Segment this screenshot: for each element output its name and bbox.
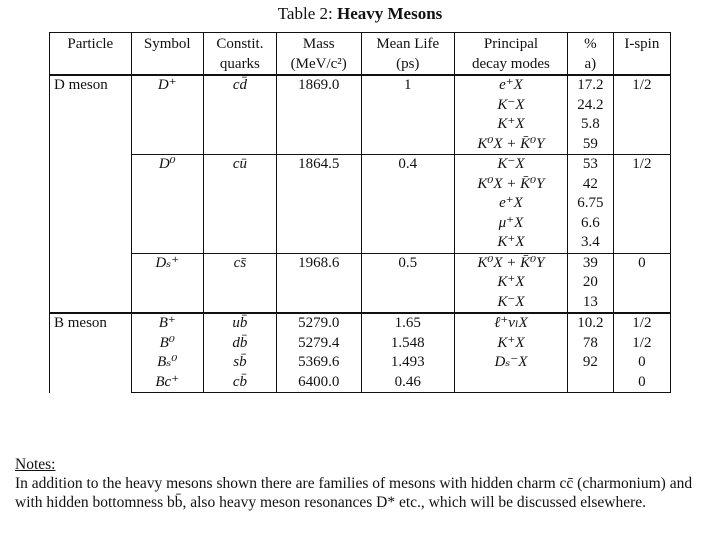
decay-mode-cell: μ⁺X xyxy=(454,214,567,234)
mean-life-cell: 1.493 xyxy=(361,353,454,373)
notes-text: In addition to the heavy mesons shown there are families of mesons with hidden charm cc̄ (charmonium) and with hidden bottomness bb̄, also heavy meson resonances D* etc., which will be discussed elsewhere. xyxy=(15,475,693,511)
ispin-cell: 0 xyxy=(613,253,670,313)
column-header xyxy=(276,33,361,76)
header-line-1: Constit. xyxy=(216,36,264,52)
particle-cell: D meson xyxy=(50,75,132,313)
ispin-cell: 1/2 xyxy=(613,334,670,354)
symbol-cell: B⁰ xyxy=(131,334,203,354)
column-header xyxy=(454,33,567,76)
percent-cell: 59 xyxy=(567,135,613,155)
header-line-2: (MeV/c²) xyxy=(290,56,347,72)
column-header xyxy=(361,33,454,76)
column-header xyxy=(203,33,276,76)
caption-prefix: Table 2: xyxy=(277,4,337,23)
decay-mode-cell: ℓ⁺νₗX xyxy=(454,313,567,334)
ispin-cell: 0 xyxy=(613,373,670,393)
symbol-cell: Bc⁺ xyxy=(131,373,203,393)
mass-cell: 5279.0 xyxy=(276,313,361,334)
column-header xyxy=(613,33,670,76)
header-line-1: I-spin xyxy=(624,36,660,52)
symbol-cell: Dₛ⁺ xyxy=(131,253,203,313)
percent-cell: 17.2 xyxy=(567,75,613,96)
ispin-cell: 1/2 xyxy=(613,75,670,155)
percent-cell: 3.4 xyxy=(567,233,613,253)
decay-mode-cell xyxy=(454,373,567,393)
quarks-cell: cd̄ xyxy=(203,75,276,155)
quarks-cell: cb̄ xyxy=(203,373,276,393)
decay-mode-cell: K⁻X xyxy=(454,155,567,175)
symbol-cell: D⁺ xyxy=(131,75,203,155)
mean-life-cell: 0.46 xyxy=(361,373,454,393)
mean-life-cell: 1.548 xyxy=(361,334,454,354)
decay-mode-cell: K⁺X xyxy=(454,334,567,354)
decay-mode-cell: e⁺X xyxy=(454,194,567,214)
decay-mode-cell: K⁺X xyxy=(454,115,567,135)
mean-life-cell: 1.65 xyxy=(361,313,454,334)
percent-cell: 78 xyxy=(567,334,613,354)
symbol-cell: D⁰ xyxy=(131,155,203,254)
notes-heading: Notes: xyxy=(15,456,56,473)
mass-cell: 1869.0 xyxy=(276,75,361,155)
percent-cell: 10.2 xyxy=(567,313,613,334)
column-header xyxy=(131,33,203,76)
decay-mode-cell: Dₛ⁻X xyxy=(454,353,567,373)
mean-life-cell: 1 xyxy=(361,75,454,155)
table-row xyxy=(50,75,671,96)
table-row xyxy=(50,155,671,175)
mean-life-cell: 0.4 xyxy=(361,155,454,254)
header-line-1: Symbol xyxy=(143,36,191,52)
header-line-2 xyxy=(618,54,666,74)
percent-cell: 6.6 xyxy=(567,214,613,234)
symbol-cell: Bₛ⁰ xyxy=(131,353,203,373)
percent-cell: 24.2 xyxy=(567,96,613,116)
table-row xyxy=(50,373,671,393)
decay-mode-cell: K⁻X xyxy=(454,96,567,116)
decay-mode-cell: K⁰X + K̄⁰Y xyxy=(454,175,567,195)
header-line-1: Mean Life xyxy=(376,36,440,52)
header-line-2: a) xyxy=(584,56,597,72)
table-row xyxy=(50,334,671,354)
decay-mode-cell: K⁺X xyxy=(454,233,567,253)
quarks-cell: cū xyxy=(203,155,276,254)
mean-life-cell: 0.5 xyxy=(361,253,454,313)
quarks-cell: cs̄ xyxy=(203,253,276,313)
ispin-cell: 1/2 xyxy=(613,313,670,334)
quarks-cell: sb̄ xyxy=(203,353,276,373)
mass-cell: 1864.5 xyxy=(276,155,361,254)
percent-cell: 6.75 xyxy=(567,194,613,214)
decay-mode-cell: K⁺X xyxy=(454,273,567,293)
decay-mode-cell: K⁰X + K̄⁰Y xyxy=(454,135,567,155)
mass-cell: 5369.6 xyxy=(276,353,361,373)
heavy-mesons-table xyxy=(49,32,671,393)
table-row xyxy=(50,313,671,334)
particle-cell: B meson xyxy=(50,313,132,393)
header-line-1: % xyxy=(584,36,597,52)
header-line-2: quarks xyxy=(219,56,260,72)
header-line-2 xyxy=(54,54,127,74)
percent-cell xyxy=(567,373,613,393)
table-row xyxy=(50,353,671,373)
symbol-cell: B⁺ xyxy=(131,313,203,334)
decay-mode-cell: e⁺X xyxy=(454,75,567,96)
percent-cell: 92 xyxy=(567,353,613,373)
percent-cell: 5.8 xyxy=(567,115,613,135)
quarks-cell: ub̄ xyxy=(203,313,276,334)
header-line-1: Particle xyxy=(67,36,114,52)
percent-cell: 13 xyxy=(567,293,613,314)
header-line-1: Mass xyxy=(302,36,335,52)
header-line-1: Principal xyxy=(483,36,539,52)
header-line-2: (ps) xyxy=(396,56,420,72)
decay-mode-cell: K⁰X + K̄⁰Y xyxy=(454,253,567,273)
notes xyxy=(15,455,715,512)
column-header xyxy=(50,33,132,76)
decay-mode-cell: K⁻X xyxy=(454,293,567,314)
caption-title: Heavy Mesons xyxy=(336,4,443,23)
mass-cell: 1968.6 xyxy=(276,253,361,313)
percent-cell: 53 xyxy=(567,155,613,175)
header-line-2: decay modes xyxy=(472,56,550,72)
ispin-cell: 1/2 xyxy=(613,155,670,254)
mass-cell: 6400.0 xyxy=(276,373,361,393)
percent-cell: 20 xyxy=(567,273,613,293)
table-caption xyxy=(0,4,720,24)
percent-cell: 42 xyxy=(567,175,613,195)
percent-cell: 39 xyxy=(567,253,613,273)
mass-cell: 5279.4 xyxy=(276,334,361,354)
quarks-cell: db̄ xyxy=(203,334,276,354)
table-row xyxy=(50,253,671,273)
ispin-cell: 0 xyxy=(613,353,670,373)
column-header xyxy=(567,33,613,76)
header-line-2 xyxy=(136,54,199,74)
